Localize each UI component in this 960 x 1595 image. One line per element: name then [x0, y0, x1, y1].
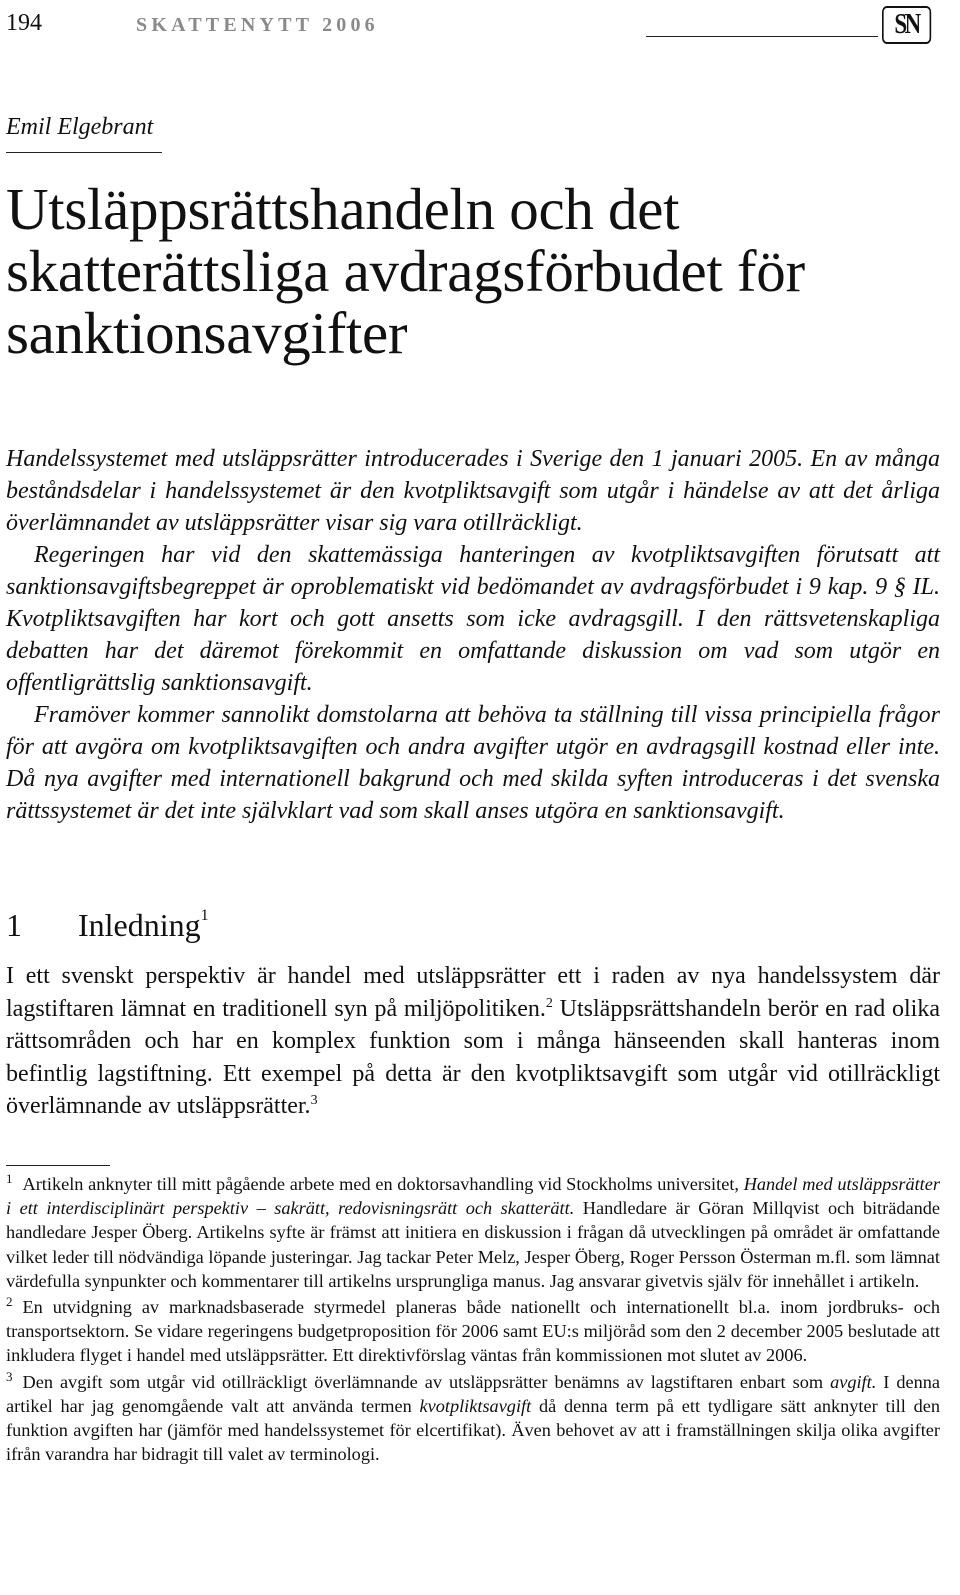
section-heading: [6, 907, 209, 944]
footnote-text: Handledare är Göran Millqvist och biträdande handledare Jesper Öberg. Artikelns syfte är främst att initiera en diskussion i frågan då utvecklingen på området är omfattande vilket leder till nödvändiga löpande justeringar. Jag tackar Peter Melz, Jesper Öberg, Roger Persson Österman m.fl. som lämnat värdefulla synpunkter och kommentarer till artikelns ursprungliga manus. Jag ansvarar givetvis själv för innehållet i artikeln.: [6, 1198, 940, 1291]
footnote-italic-text: kvotpliktsavgift: [419, 1395, 532, 1416]
body-paragraph: [6, 960, 940, 1123]
section-title: Inledning: [78, 907, 201, 943]
footnote-rule: [6, 1165, 110, 1166]
abstract: [6, 443, 940, 827]
author-name: Emil Elgebrant: [6, 114, 154, 140]
footnote-2: [6, 1295, 940, 1368]
footnote-number: 3: [6, 1368, 13, 1384]
footnote-1: [6, 1172, 940, 1293]
body-text-part: I ett svenskt perspektiv är handel med utsläppsrätter ett i raden av nya handelssystem där lagstiftaren lämnat en traditionell syn på miljöpolitiken.: [6, 963, 940, 1022]
abstract-paragraph: Handelssystemet med utsläppsrätter introducerades i Sverige den 1 januari 2005. En av många beståndsdelar i handelssystemet är den kvotpliktsavgift som utgår i händelse av att det årliga överlämnandet av utsläppsrätter visar sig vara otillräckligt.: [6, 446, 940, 536]
article-title: Utsläppsrättshandeln och det skatterättsliga avdragsförbudet för sanktionsavgifter: [6, 176, 805, 366]
footnote-text: då denna term på ett tydligare sätt anknyter till den funktion avgiften har (jämför med handelssystemet för elcertifikat). Även behovet av att i framställningen skilja olika avgifter ifrån varandra har bidragit till valet av terminologi.: [6, 1395, 940, 1465]
footnote-ref[interactable]: 2: [545, 995, 553, 1011]
journal-title: SKATTENYTT 2006: [136, 14, 379, 36]
body-text-part: Utsläppsrättshandeln berör en rad olika rättsområden och har en komplex funktion som i många hänseenden skall hanteras inom befintlig lagstiftning. Ett exempel på detta är den kvotpliktsavgift som utgår vid otillräckligt överlämnande av utsläppsrätter.: [6, 995, 940, 1119]
abstract-paragraph: Framöver kommer sannolikt domstolarna att behöva ta ställning till vissa principiella frågor för att avgöra om kvotpliktsavgiften och andra avgifter utgör en avdragsgill kostnad eller inte. Då nya avgifter med internationell bakgrund och med skilda syften introduceras i det svenska rättssystemet är det inte självklart vad som skall anses utgöra en sanktionsavgift.: [6, 702, 940, 824]
page-number: 194: [6, 10, 42, 36]
footnote-ref[interactable]: 3: [310, 1093, 318, 1108]
footnote-text: En utvidgning av marknadsbaserade styrmedel planeras både nationellt och internationellt bl.a. inom jordbruks- och transportsektorn. Se vidare regeringens budgetproposition för 2006 samt EU:s miljöråd som den 2 december 2005 beslutade att inkludera flyget i handel med utsläppsrätter. Ett direktivförslag väntas från kommissionen mot slutet av 2006.: [6, 1297, 940, 1366]
footnote-italic-text: avgift.: [830, 1371, 877, 1392]
header-rule: [646, 36, 878, 37]
abstract-paragraph: Regeringen har vid den skattemässiga hanteringen av kvotpliktsavgiften förutsatt att sanktionsavgiftsbegreppet är oproblematiskt vid bedömandet av avdragsförbudet i 9 kap. 9 § IL. Kvotpliktsavgiften har kort och gott ansetts som icke avdragsgill. I den rättsvetenskapliga debatten har det däremot förekommit en omfattande diskussion om vad som utgör en offentligrättslig sanktionsavgift.: [6, 542, 940, 696]
author-rule: [6, 152, 162, 153]
footnote-ref[interactable]: 1: [200, 907, 209, 925]
footnote-text: Den avgift som utgår vid otillräckligt överlämnande av utsläppsrätter benämns av lagstiftaren enbart som: [22, 1371, 831, 1392]
footnote-3: [6, 1370, 940, 1467]
footnote-number: 2: [6, 1293, 13, 1309]
footnote-text: Artikeln anknyter till mitt pågående arbete med en doktorsavhandling vid Stockholms universitet,: [22, 1174, 744, 1194]
footnote-number: 1: [6, 1170, 13, 1186]
section-number: 1: [6, 907, 22, 943]
journal-logo: SN: [882, 6, 931, 44]
footnote-text: I denna artikel har jag genomgående valt att använda termen: [6, 1371, 940, 1416]
page-header: [6, 6, 942, 40]
footnotes: [6, 1172, 940, 1468]
footnote-italic-text: Handel med utsläppsrätter i ett interdisciplinärt perspektiv – sakrätt, redovisningsrätt och skatterätt.: [6, 1174, 940, 1219]
